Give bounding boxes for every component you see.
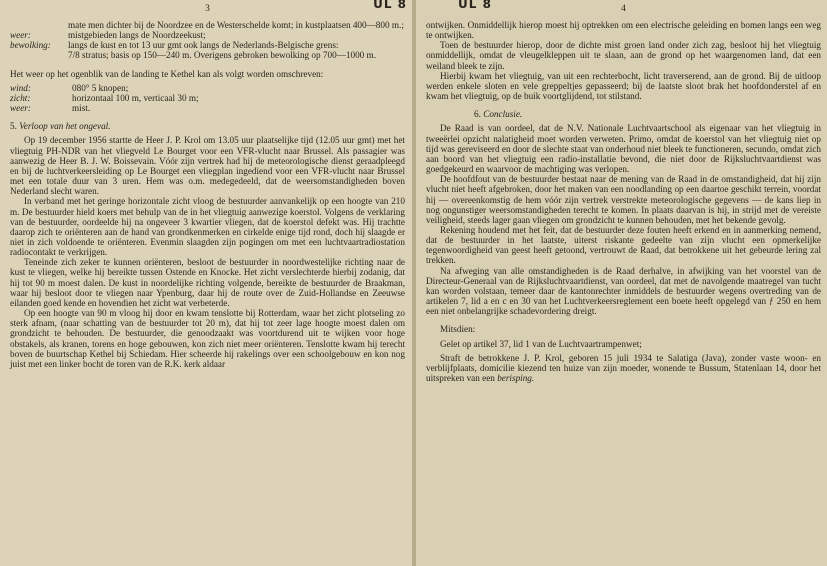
gelet-line: Gelet op artikel 37, lid 1 van de Luchtvaartrampenwet; (440, 338, 642, 349)
paragraph: Hierbij kwam het vliegtuig, van uit een rechterbocht, licht traverserend, aan de grond. Bij de uitloop werden enkele sloten en vele greppeltjes gepasseerd; bij de laatste sloot brak het hoofdonderstel af en kwam het vliegtuig, op de buik voortglijdend, tot stilstand. (426, 70, 821, 102)
weather-row (10, 30, 405, 40)
weather-row (10, 50, 405, 60)
weather-row (10, 20, 405, 30)
paragraph: Toen de bestuurder hierop, door de dichte mist groen land onder zich zag, besloot hij het vliegtuig onmiddellijk, omdat de vleugelkleppen uit te slaan, aan de grond op het waargenomen land, dat een weiland bleek te zijn. (426, 40, 821, 71)
weather-key (10, 20, 68, 30)
landing-key: zicht: (10, 92, 31, 103)
section-5-heading (10, 121, 405, 131)
weather-value: 7/8 stratus; basis op 150—240 m. Overigens gebroken bewolking op 700—1000 m. (68, 50, 377, 61)
verdict-penalty: berisping. (497, 373, 535, 383)
doc-code-right: UL 8 (458, 0, 492, 11)
paragraph: Rekening houdend met het feit, dat de bestuurder deze fouten heeft erkend en in aanmerking nemend, dat de bestuurder in het laatste, uiterst riskante gedeelte van zijn vlucht een opmerkelijke tegenwoordigheid van geest heeft getoond, vertrouwt de Raad, dat betrokkene uit het gebeurde lering zal trekken. (426, 224, 821, 266)
section-6-heading (426, 109, 821, 119)
paragraph: In verband met het geringe horizontale zicht vloog de bestuurder aanvankelijk op een hoogte van 210 m. De bestuurder hield koers met behulp van de in het vliegtuig aanwezige koerstol. Volgens de verklaring van de bestuurder, oordeelde hij na ongeveer 3 kwartier vliegen, dat de koerstol defekt was. Hij trachtte daarop zich te oriënteren aan de hand van grondkenmerken en cirkelde enige tijd rond, doch hij slaagde er niet in zich voldoende te oriënteren. Evenmin slaagden zijn pogingen om met een luchtvaartradiostation radiocontakt te verkrijgen. (10, 196, 405, 258)
landing-row (10, 93, 405, 103)
section-5-number: 5. (10, 121, 17, 132)
paragraph: De hoofdfout van de bestuurder bestaat naar de mening van de Raad in de omstandigheid, dat hij zijn vlucht niet heeft afgebroken, door het maken van een noodlanding op een daartoe geschikt terrein, voordat hij — overeenkomstig de hem vóór zijn vertrek verstrekte meteorologische gegevens — de kans liep in nog ongunstiger weersomstandigheden terecht te komen. In plaats daarvan is hij, in strijd met de vereiste veiligheid, steeds lager gaan vliegen om grondzicht te kunnen behouden, met het bekende gevolg. (426, 174, 821, 225)
landing-value: mist. (72, 103, 91, 114)
landing-key: wind: (10, 82, 31, 93)
paragraph: Teneinde zich zeker te kunnen oriënteren, besloot de bestuurder in noordwestelijke richting naar de kust te vliegen, welke hij bereikte tussen Ostende en Knocke. Het zicht verslechterde hierbij zodanig, dat hij tot 90 m moest dalen. De kust in noordelijke richting volgende, bereikte de bestuurder de Braakman, waar hij besloot door te vliegen naar Ypenburg, daar hij de route over de Zuid-Hollandse en Zeeuwse eilanden goed kende en hovendien het zicht wat verbeterde. (10, 257, 405, 308)
landing-key: weer: (10, 103, 31, 114)
weather-value: mistgebieden langs de Noordzeekust; (68, 30, 206, 41)
landing-row (10, 103, 405, 113)
section-5-title: Verloop van het ongeval. (19, 121, 111, 132)
left-page (0, 0, 413, 566)
paragraph: Na afweging van alle omstandigheden is de Raad derhalve, in afwijking van het voorstel van de Directeur-Generaal van de Rijksluchtvaartdienst, van oordeel, dat met de navolgende maatregel van tucht kan worden volstaan, temeer daar de kantonrechter inmiddels de bestuurder wegens overtreding van de artikelen 7, lid a en c en 30 van het Luchtverkeersreglement een boete heeft opgelegd van ƒ 250 en hem een niet onbelangrijke schadevordering dreigt. (426, 265, 821, 317)
weather-row (10, 40, 405, 50)
verdict-paragraph (426, 353, 821, 383)
weather-key (10, 50, 68, 60)
paragraph: Op 19 december 1956 startte de Heer J. P. Krol om 13.05 uur plaatselijke tijd (12.05 uur gmt) met het vliegtuig PH-NDR van het vliegveld Le Bourget voor een VFR-vlucht naar Brussel. Als passagier was aanwezig de Heer B. J. W. Boissevain. Vóór zijn vertrek had hij de meteorologische dienst geraadpleegd en bij de luchtverkeersleiding op Le Bourget een vliegplan ingediend voor een VFR-vlucht naar Brussel met een totale duur van 3 uren. Hem was o.m. medegedeeld, dat de weersomstandigheden boven Nederland slecht waren. (10, 135, 405, 197)
landing-row (10, 83, 405, 93)
page-number-right: 4 (621, 4, 626, 14)
page-number-left: 3 (205, 4, 210, 14)
weather-key: weer: (10, 30, 31, 41)
section-6-number: 6. (474, 109, 481, 120)
paragraph: Op een hoogte van 90 m vloog hij door en kwam tenslotte bij Rotterdam, waar het zicht plotseling zo sterk afnam, (naar schatting van de bestuurder tot 20 m), dat hij tot zeer lage hoogte moest dalen om grondzicht te behouden. De bestuurder, die genoodzaakt was voortdurend uit te wijken voor hoge obstakels, als kranen, torens en hoge gebouwen, kon zich niet meer oriënteren. Tenslotte kwam hij terecht boven de buurtschap Kethel bij Schiedam. Hier scheerde hij rakelings over een schoolgebouw en kon nog juist met een linker bocht de toren van de R.K. kerk aldaar (10, 308, 405, 369)
landing-value: horizontaal 100 m, verticaal 30 m; (72, 92, 199, 103)
doc-code-left: UL 8 (373, 0, 407, 11)
paragraph: De Raad is van oordeel, dat de N.V. Nationale Luchtvaartschool als eigenaar van het vliegtuig in tweeërlei opzicht nalatigheid moet worden verweten. Primo, omdat de koerstol van het vliegtuig niet op tijd was gereviseerd en door de slechte staat van onderhoud niet bleek te functioneren, secundo, omdat zich aan boord van het vliegtuig een radio-installatie bevond, die niet door de Rijksluchtvaartdienst was goedgekeurd en waarvoor de machtiging was verlopen. (426, 123, 821, 175)
landing-value: 080° 5 knopen; (72, 82, 129, 93)
section-6-title: Conclusie. (483, 109, 523, 120)
weather-key: bewolking: (10, 40, 51, 51)
weather-value: langs de kust en tot 13 uur gmt ook langs de Nederlands-Belgische grens: (68, 40, 339, 51)
verdict-text: Straft de betrokkene J. P. Krol, geboren 15 juli 1934 te Salatiga (Java), zonder vaste woon- en verblijfplaats, domicilie kiezend ten huize van zijn moeder, wonende te Bussum, Statenlaan 14, door het uitspreken van een (426, 352, 821, 383)
mitsdien-line: Mitsdien: (440, 324, 476, 335)
paragraph: ontwijken. Onmiddellijk hierop moest hij optrekken om een electrische geleiding en bomen langs een weg te ontwijken. (426, 20, 821, 41)
landing-intro: Het weer op het ogenblik van de landing te Kethel kan als volgt worden omschreven: (10, 68, 324, 79)
weather-value: mate men dichter bij de Noordzee en de Westerschelde komt; in kustplaatsen 400—800 m.; (68, 20, 404, 30)
right-page (416, 0, 827, 566)
